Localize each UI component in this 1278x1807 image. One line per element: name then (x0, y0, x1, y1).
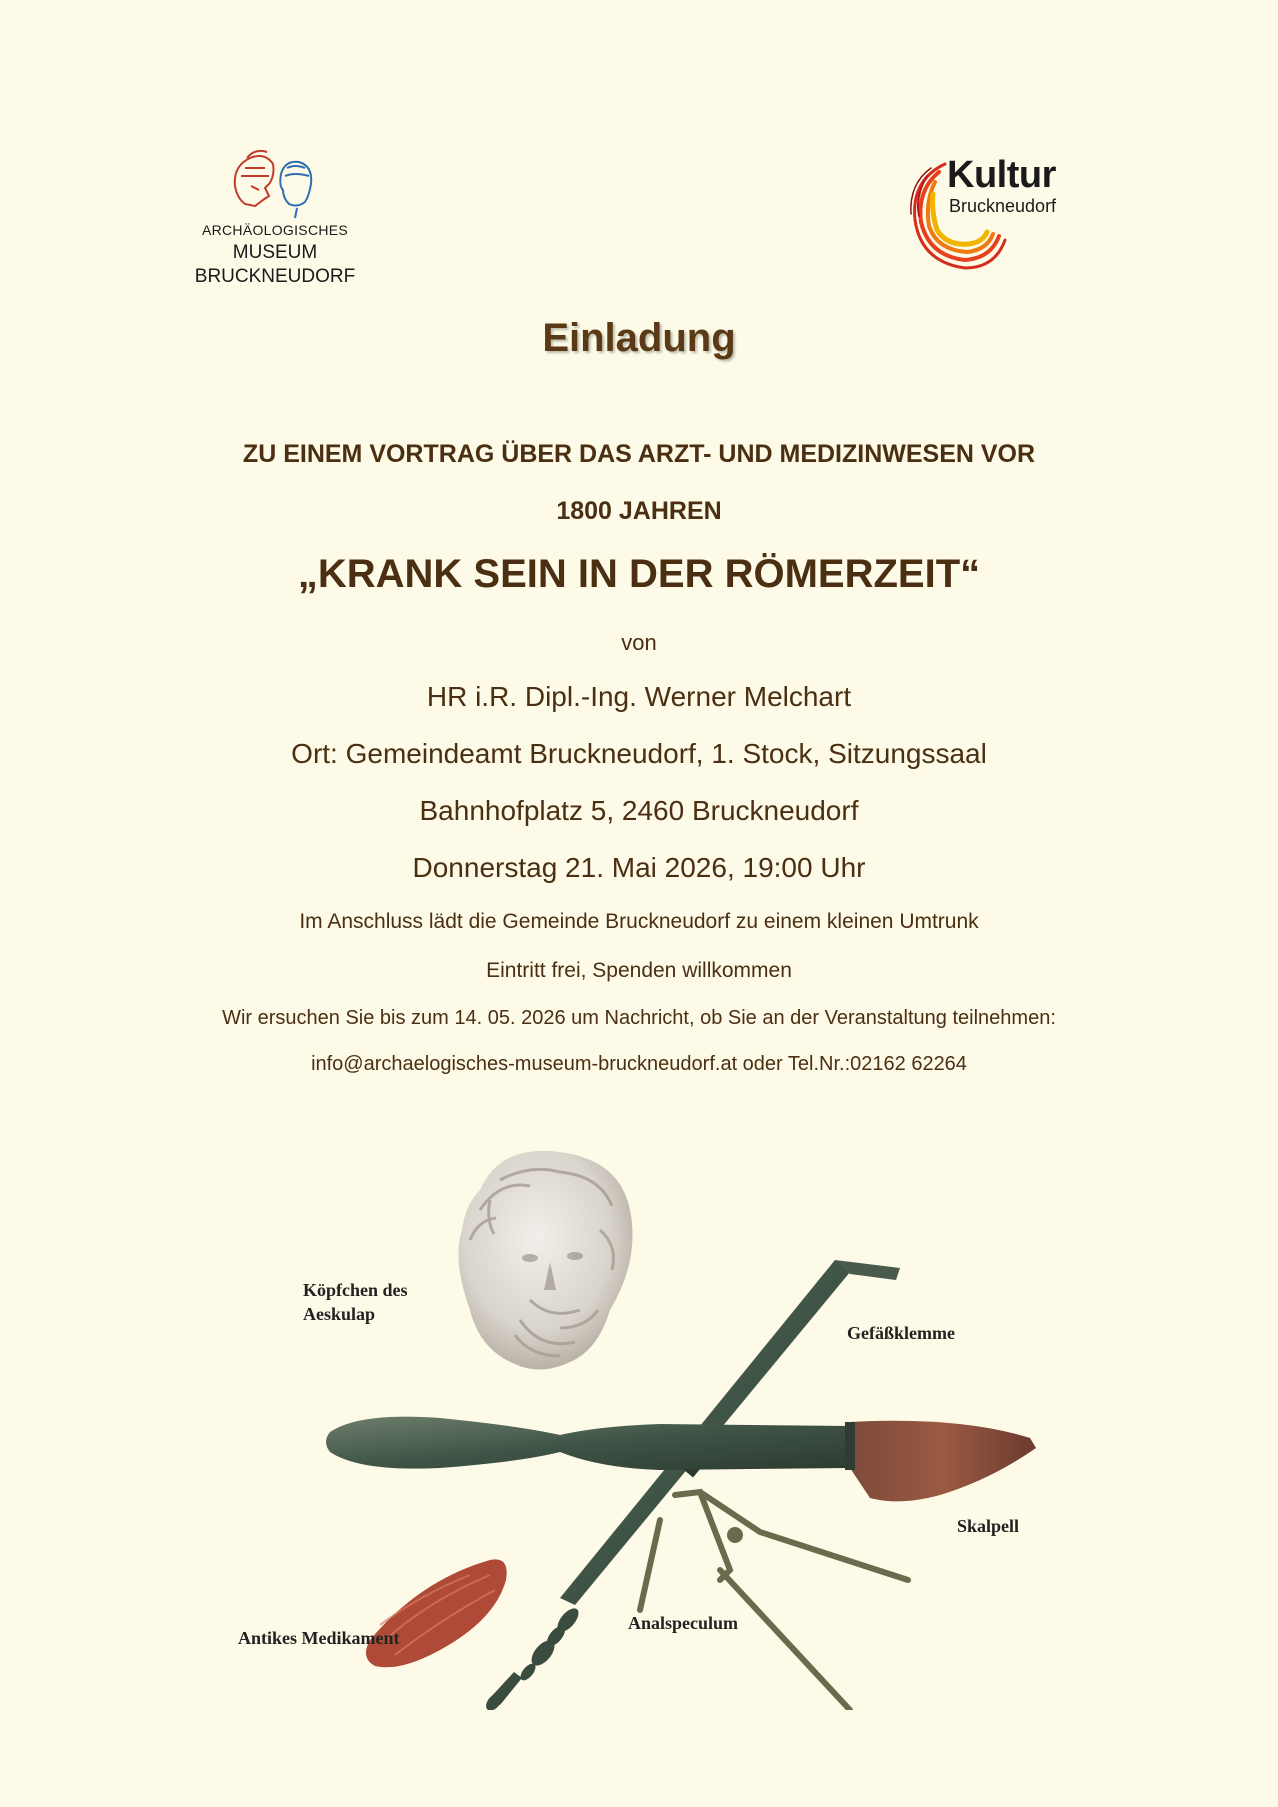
label-aesculapius-head (303, 1278, 408, 1326)
event-address: Bahnhofplatz 5, 2460 Bruckneudorf (419, 795, 859, 826)
label-aesculapius-line2: Aeskulap (303, 1304, 376, 1324)
kultur-logo-subtitle: Bruckneudorf (949, 196, 1057, 216)
museum-name-line2: MUSEUM (232, 242, 318, 263)
subtitle-line1: ZU EINEM VORTRAG ÜBER DAS ARZT- UND MEDIZINWESEN VOR (242, 440, 1036, 468)
follow-up-note: Im Anschluss lädt die Gemeinde Bruckneudorf zu einem kleinen Umtrunk (299, 910, 979, 933)
subtitle-line2: 1800 JAHREN (556, 497, 722, 525)
speaker-name: HR i.R. Dipl.-Ing. Werner Melchart (426, 681, 852, 712)
scalpel-image (326, 1417, 1036, 1502)
label-speculum: Analspeculum (628, 1613, 739, 1633)
kultur-logo (905, 150, 1105, 280)
event-datetime: Donnerstag 21. Mai 2026, 19:00 Uhr (412, 852, 866, 883)
museum-name-line3: BRUCKNEUDORF (194, 266, 356, 287)
contact-info: info@archaelogisches-museum-bruckneudorf.at oder Tel.Nr.:02162 62264 (311, 1053, 967, 1075)
roman-heads-icon (225, 146, 325, 221)
museum-logo (170, 140, 380, 300)
label-vessel-clamp: Gefäßklemme (847, 1323, 955, 1343)
aesculapius-head-image (458, 1151, 632, 1370)
label-ancient-medicine: Antikes Medikament (238, 1628, 400, 1648)
speculum-image (640, 1492, 908, 1710)
museum-name-line1: ARCHÄOLOGISCHES (201, 222, 349, 238)
entry-note: Eintritt frei, Spenden willkommen (486, 959, 792, 982)
page-title: Einladung (542, 316, 736, 360)
label-aesculapius-line1: Köpfchen des (303, 1280, 408, 1300)
event-location: Ort: Gemeindeamt Bruckneudorf, 1. Stock, Sitzungssaal (291, 738, 987, 769)
label-scalpel: Skalpell (957, 1516, 1020, 1536)
lecture-title: „KRANK SEIN IN DER RÖMERZEIT“ (297, 552, 981, 596)
kultur-logo-word: Kultur (947, 154, 1056, 196)
by-label: von (621, 630, 657, 655)
ancient-medicine-image (366, 1559, 507, 1667)
rsvp-note: Wir ersuchen Sie bis zum 14. 05. 2026 um Nachricht, ob Sie an der Veranstaltung teilnehmen: (222, 1007, 1056, 1029)
